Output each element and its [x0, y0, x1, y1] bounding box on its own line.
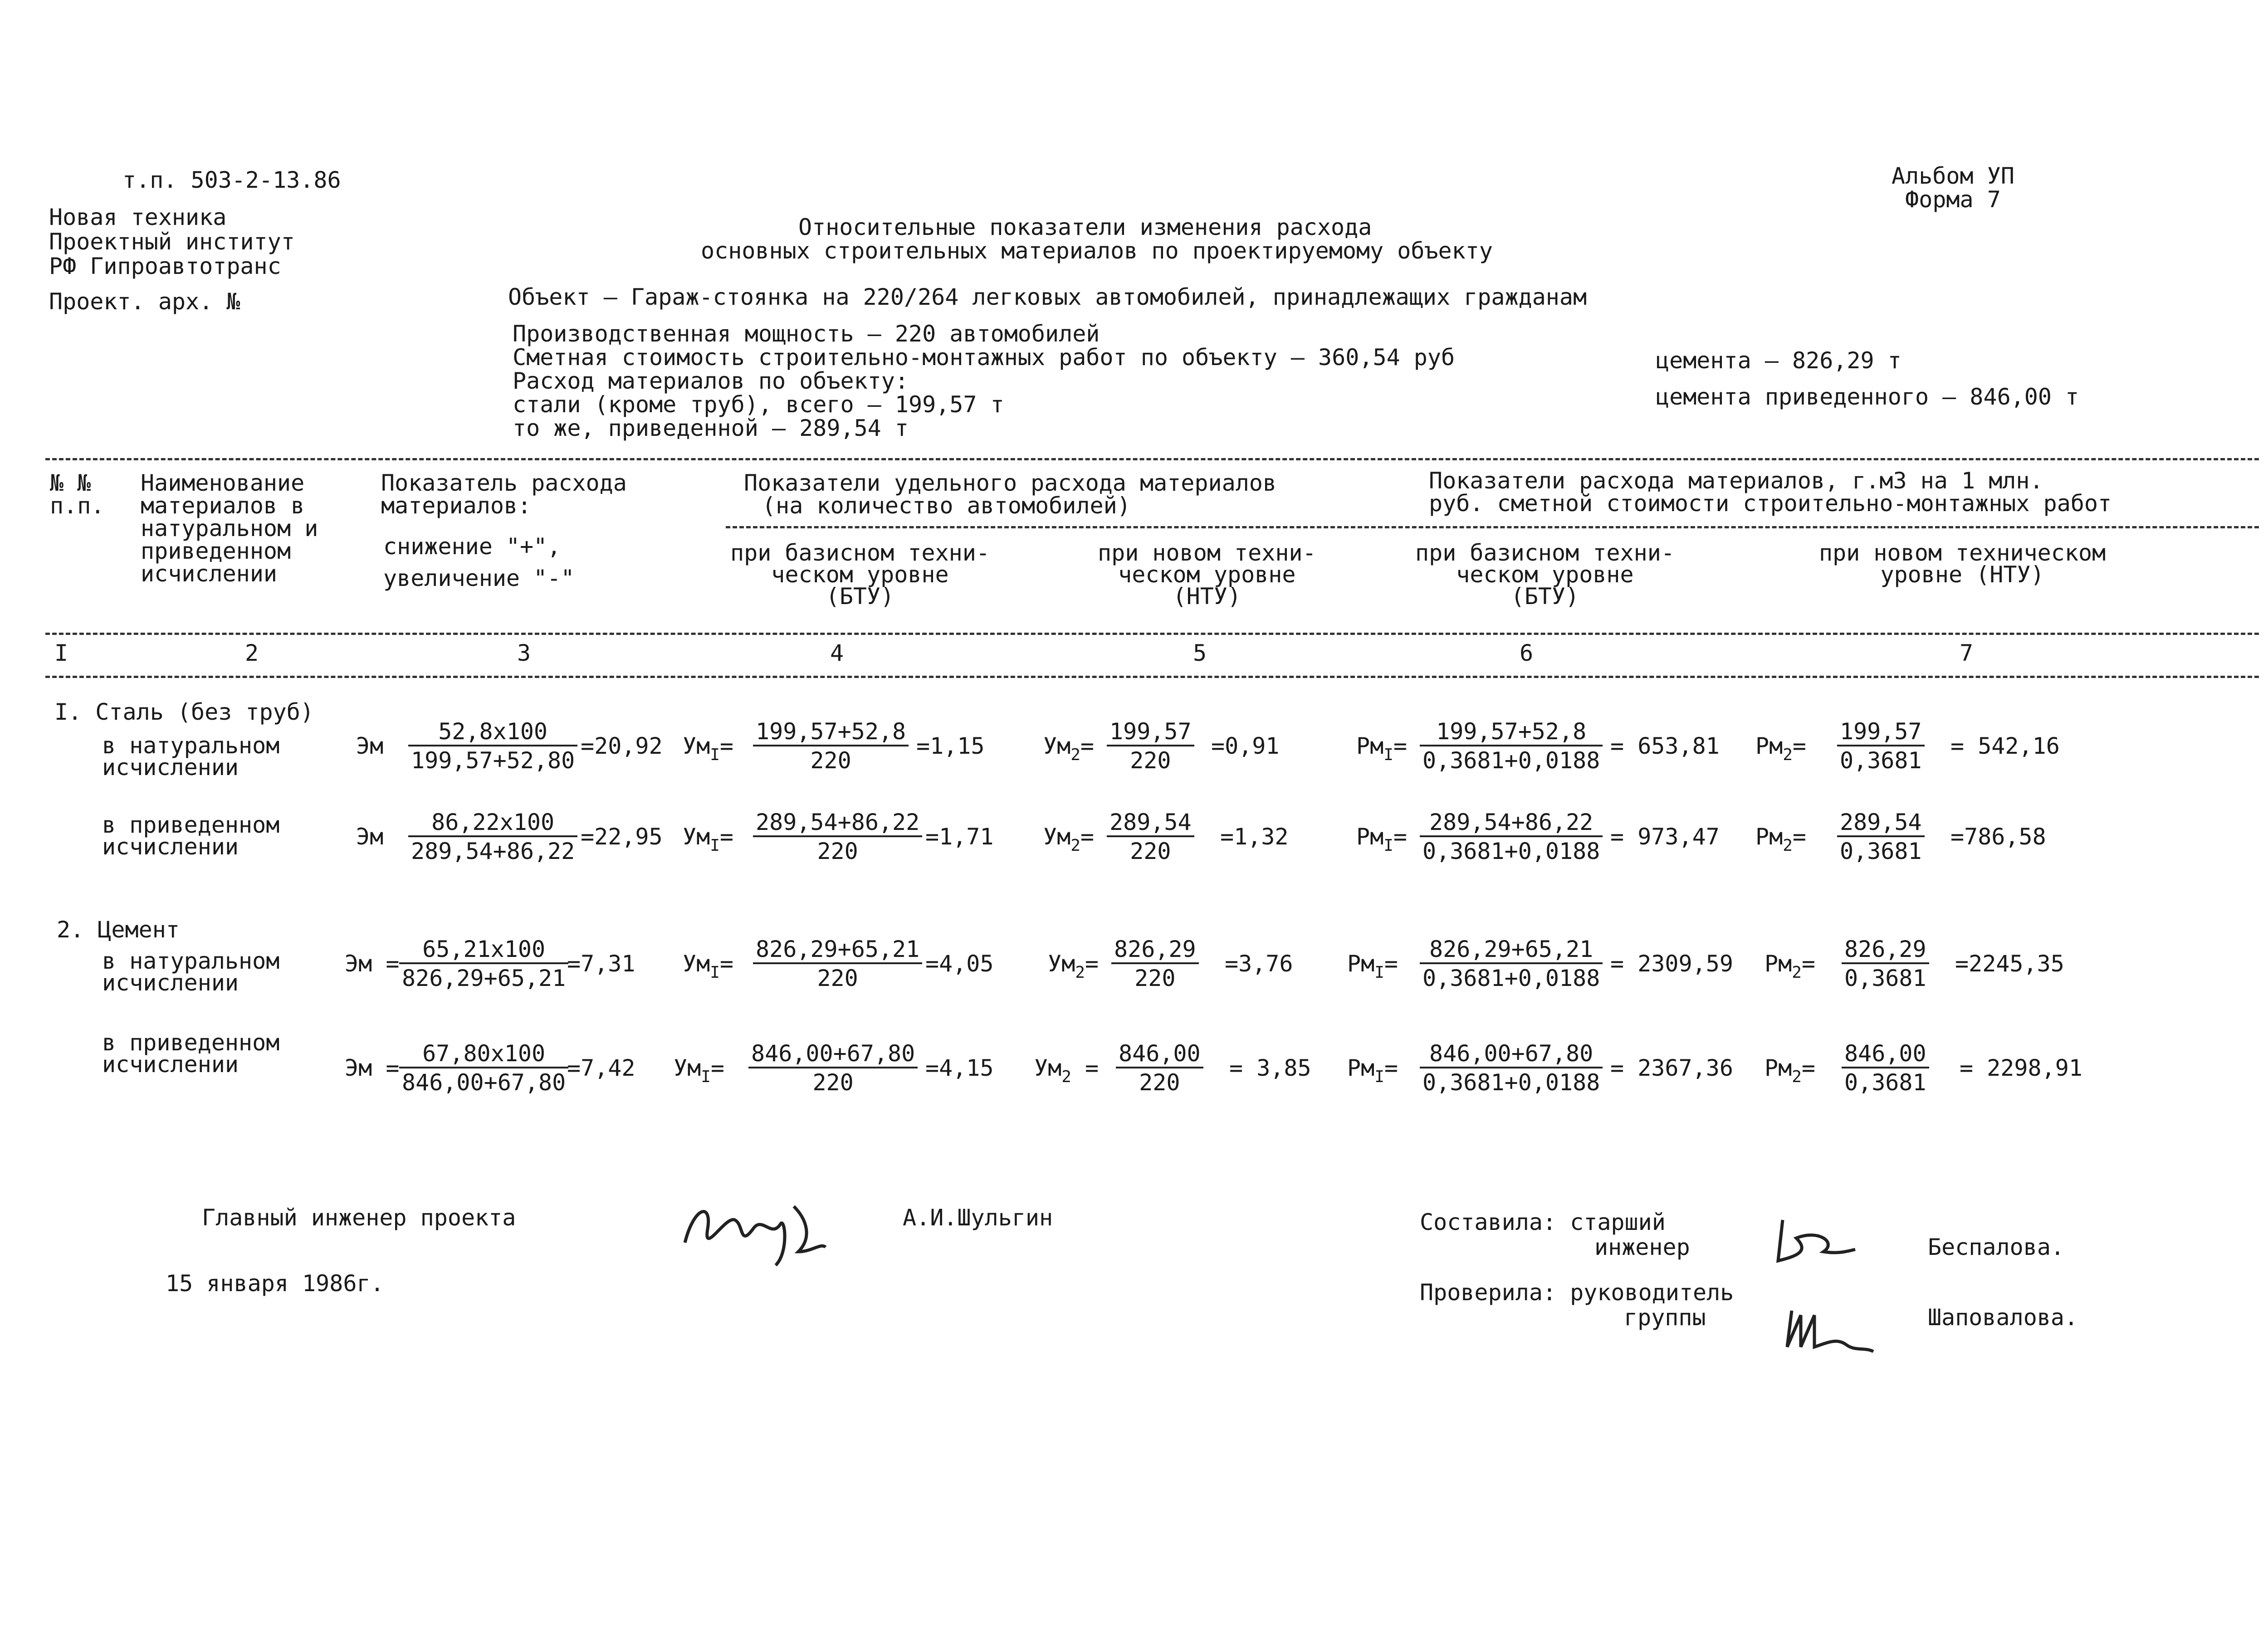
- col-number: 7: [1960, 640, 1974, 666]
- col-number: 3: [517, 640, 531, 666]
- numerator: 52,8х100: [408, 720, 577, 746]
- col-number: 6: [1520, 640, 1534, 666]
- header-text: (на количество автомобилей): [762, 493, 1131, 519]
- denominator: 0,3681: [1840, 838, 1922, 864]
- denominator: 0,3681: [1844, 965, 1926, 991]
- col-number: 2: [245, 640, 259, 666]
- rm1-label: $Рм_I=$: [1356, 733, 1408, 764]
- col-number: 4: [830, 640, 844, 666]
- denominator: 826,29+65,21: [402, 965, 566, 991]
- symbol: Ум: [683, 733, 710, 759]
- row-label-line: исчислении: [102, 1051, 239, 1078]
- denominator: 0,3681+0,0188: [1422, 1069, 1600, 1096]
- denominator: 846,00+67,80: [402, 1069, 566, 1096]
- symbol: Эм: [345, 1055, 372, 1081]
- header-group2: [1429, 469, 2112, 515]
- header-text: уровне (НТУ): [1880, 561, 2044, 588]
- um1-fraction: [753, 811, 922, 863]
- denominator: 0,3681+0,0188: [1422, 747, 1600, 774]
- um2-fraction: [1107, 720, 1194, 772]
- em-fraction: [399, 938, 568, 990]
- col-number: I: [54, 640, 68, 666]
- rm2-result: =2245,35: [1955, 951, 2064, 977]
- um2-label: $Ум_2=$: [1048, 951, 1099, 982]
- symbol: Рм: [1765, 1055, 1792, 1081]
- chief-signature-image: [676, 1188, 830, 1270]
- rm2-label: $Рм_2=$: [1755, 824, 1807, 855]
- numerator: 826,29+65,21: [753, 938, 922, 964]
- um1-result: =1,71: [925, 824, 994, 850]
- symbol: Эм: [345, 951, 372, 977]
- doc-title-line2: основных строительных материалов по проектируемому объекту: [701, 238, 1493, 264]
- um2-label: $Ум_2=$: [1043, 733, 1095, 764]
- row-label-line: в натуральном: [102, 948, 280, 974]
- subscript: I: [710, 746, 720, 764]
- symbol: Ум: [1043, 733, 1071, 759]
- em-fraction: [408, 811, 577, 863]
- um1-label: $Ум_I=$: [674, 1055, 725, 1086]
- denominator: 220: [810, 747, 851, 774]
- header-text: п.п.: [50, 493, 105, 519]
- checked-label: Проверила: руководитель: [1420, 1279, 1734, 1306]
- header-col2: [141, 472, 318, 585]
- compiled-label: Составила: старший: [1420, 1209, 1666, 1235]
- em-fraction: [408, 720, 577, 772]
- row-label: [102, 1029, 280, 1078]
- header-text: при новом техническом: [1819, 540, 2106, 566]
- subscript: 2: [1070, 746, 1080, 764]
- row-label-line: в приведенном: [102, 1029, 280, 1056]
- header-text: № №: [50, 470, 91, 496]
- denominator: 220: [1134, 965, 1176, 991]
- rm1-fraction: [1420, 720, 1603, 772]
- checker-signature-image: [1778, 1302, 1878, 1361]
- rm1-fraction: [1420, 1042, 1603, 1094]
- rm2-result: = 2298,91: [1960, 1055, 2082, 1081]
- section-title-cement: 2. Цемент: [57, 917, 180, 943]
- symbol: Ум: [683, 824, 710, 850]
- subscript: 2: [1792, 963, 1802, 982]
- rm1-fraction: [1420, 811, 1603, 863]
- em-result: =22,95: [581, 824, 663, 850]
- steel-reduced: то же, приведенной – 289,54 т: [513, 415, 909, 441]
- symbol: Рм: [1755, 733, 1783, 759]
- numerator: 86,22х100: [408, 811, 577, 837]
- header-text: ческом уровне: [1456, 561, 1634, 588]
- header-text: (БТУ): [1510, 583, 1579, 610]
- estimated-cost: Сметная стоимость строительно-монтажных работ по объекту – 360,54 руб: [513, 344, 1455, 371]
- denominator: 199,57+52,80: [411, 747, 575, 774]
- header-text: (НТУ): [1173, 583, 1242, 610]
- numerator: 846,00+67,80: [748, 1042, 918, 1068]
- archive-number: Проект. арх. №: [49, 288, 240, 315]
- org-line: Проектный институт: [49, 229, 295, 255]
- numerator: 289,54: [1107, 811, 1194, 837]
- document-date: 15 января 1986г.: [166, 1270, 384, 1297]
- numerator: 199,57+52,8: [1420, 720, 1603, 746]
- album-form-block: [1892, 164, 2014, 211]
- organization-block: [49, 205, 295, 278]
- header-col3: [381, 472, 627, 517]
- rm2-label: $Рм_2=$: [1765, 951, 1816, 982]
- numerator: 846,00+67,80: [1420, 1042, 1603, 1068]
- row-label-line: в приведенном: [102, 812, 280, 838]
- um2-fraction: [1116, 1042, 1203, 1094]
- denominator: 0,3681+0,0188: [1422, 838, 1600, 864]
- rm2-result: =786,58: [1950, 824, 2046, 850]
- em-fraction: [399, 1042, 568, 1094]
- um1-label: $Ум_I=$: [683, 824, 734, 855]
- em-label: Эм =: [345, 1055, 400, 1081]
- compiled-role: инженер: [1594, 1234, 1690, 1260]
- steel-total: стали (кроме труб), всего – 199,57 т: [513, 391, 1004, 418]
- header-text: (БТУ): [826, 583, 894, 610]
- header-col4: [730, 540, 990, 610]
- header-text: снижение "+",: [383, 533, 561, 560]
- rm2-result: = 542,16: [1950, 733, 2060, 759]
- numbers-bottom-rule: [45, 676, 2259, 678]
- rm1-result: = 653,81: [1610, 733, 1720, 759]
- em-result: =7,31: [567, 951, 635, 977]
- em-label: Эм: [356, 824, 384, 850]
- symbol: Ум: [1034, 1055, 1062, 1081]
- symbol: Рм: [1356, 824, 1384, 850]
- um1-result: =4,05: [925, 951, 994, 977]
- subscript: 2: [1061, 1068, 1071, 1086]
- header-text: ческом уровне: [1118, 561, 1296, 588]
- project-code: т.п. 503-2-13.86: [122, 167, 341, 193]
- header-text: исчислении: [141, 561, 278, 587]
- denominator: 289,54+86,22: [411, 838, 575, 864]
- subscript: I: [710, 836, 720, 855]
- subscript: I: [1374, 1068, 1384, 1086]
- cement-reduced: цемента приведенного – 846,00 т: [1656, 384, 2079, 410]
- capacity: Производственная мощность – 220 автомобилей: [513, 321, 1100, 347]
- rm1-result: = 2367,36: [1610, 1055, 1733, 1081]
- symbol: Рм: [1347, 1055, 1375, 1081]
- symbol: Ум: [683, 951, 710, 977]
- row-label: [102, 814, 279, 858]
- rm2-label: $Рм_2=$: [1755, 733, 1807, 764]
- denominator: 220: [812, 1069, 854, 1096]
- um2-fraction: [1107, 811, 1194, 863]
- header-bottom-rule: [45, 633, 2259, 635]
- denominator: 0,3681: [1840, 747, 1922, 774]
- consumption-title: Расход материалов по объекту:: [513, 368, 909, 394]
- col-number: 5: [1193, 640, 1207, 666]
- um2-label: $Ум_2=$: [1043, 824, 1095, 855]
- header-col7: [1819, 540, 2106, 588]
- denominator: 220: [1130, 747, 1171, 774]
- em-result: =20,92: [581, 733, 663, 759]
- subscript: 2: [1792, 1068, 1802, 1086]
- cement-total: цемента – 826,29 т: [1656, 347, 1901, 374]
- rm1-fraction: [1420, 938, 1603, 990]
- header-text: увеличение "-": [383, 565, 575, 591]
- header-text: Показатели удельного расхода материалов: [744, 470, 1276, 496]
- rm2-fraction: [1837, 811, 1925, 863]
- header-group-rule: [726, 526, 2259, 528]
- um2-result: =0,91: [1211, 733, 1280, 759]
- um1-result: =1,15: [916, 733, 985, 759]
- row-label-line: исчислении: [102, 970, 239, 996]
- numerator: 199,57: [1837, 720, 1925, 746]
- header-text: при базисном техни-: [730, 540, 990, 566]
- numerator: 199,57: [1107, 720, 1194, 746]
- table-top-rule: [45, 458, 2259, 460]
- denominator: 0,3681+0,0188: [1422, 965, 1600, 991]
- numerator: 289,54+86,22: [1420, 811, 1603, 837]
- subscript: I: [1374, 963, 1384, 982]
- checked-role: группы: [1624, 1304, 1706, 1331]
- numerator: 67,80х100: [399, 1042, 568, 1068]
- header-text: Показатель расхода: [381, 470, 627, 496]
- numerator: 826,29: [1111, 938, 1199, 964]
- chief-engineer-name: А.И.Шульгин: [903, 1205, 1053, 1231]
- row-label: [102, 950, 279, 994]
- header-col6: [1415, 540, 1675, 610]
- denominator: 220: [817, 965, 858, 991]
- header-text: Наименование: [141, 470, 305, 496]
- em-label: Эм =: [345, 951, 400, 977]
- rm2-label: $Рм_2=$: [1765, 1055, 1816, 1086]
- row-label-line: исчислении: [102, 754, 239, 780]
- row-label: [102, 732, 280, 780]
- header-text: приведенном: [141, 538, 291, 564]
- header-group1: [744, 472, 1276, 517]
- numerator: 289,54+86,22: [753, 811, 922, 837]
- numerator: 826,29: [1842, 938, 1929, 964]
- section-title-steel: I. Сталь (без труб): [54, 699, 314, 725]
- row-label-line: в натуральном: [102, 732, 280, 759]
- denominator: 220: [817, 838, 858, 864]
- object-name: Объект – Гараж-стоянка на 220/264 легковых автомобилей, принадлежащих гражданам: [508, 284, 1587, 310]
- org-line: Новая техника: [49, 204, 227, 230]
- um1-fraction: [748, 1042, 918, 1094]
- numerator: 65,21х100: [399, 938, 568, 964]
- denominator: 0,3681: [1844, 1069, 1926, 1096]
- chief-engineer-title: Главный инженер проекта: [202, 1205, 516, 1231]
- header-text: руб. сметной стоимости строительно-монтажных работ: [1429, 490, 2112, 517]
- um1-label: $Ум_I=$: [683, 951, 734, 982]
- rm1-label: $Рм_I=$: [1347, 1055, 1398, 1086]
- rm1-label: $Рм_I=$: [1347, 951, 1398, 982]
- symbol: Ум: [674, 1055, 701, 1081]
- um1-fraction: [753, 720, 909, 772]
- symbol: Рм: [1765, 951, 1792, 977]
- object-info-block: [513, 322, 1455, 440]
- row-label-line: исчислении: [102, 834, 239, 860]
- numerator: 846,00: [1842, 1042, 1929, 1068]
- subscript: 2: [1070, 836, 1080, 855]
- um1-label: $Ум_I=$: [683, 733, 734, 764]
- symbol: Рм: [1356, 733, 1384, 759]
- denominator: 220: [1139, 1069, 1180, 1096]
- symbol: Рм: [1755, 824, 1783, 850]
- header-text: Показатели расхода материалов, г.м3 на 1 млн.: [1429, 468, 2043, 494]
- subscript: I: [1383, 836, 1393, 855]
- denominator: 220: [1130, 838, 1171, 864]
- numerator: 846,00: [1116, 1042, 1203, 1068]
- header-text: ческом уровне: [771, 561, 949, 588]
- org-line: РФ Гипроавтотранс: [49, 253, 281, 279]
- header-col3-sub: [383, 531, 574, 594]
- numerator: 826,29+65,21: [1420, 938, 1603, 964]
- em-label: Эм: [356, 733, 384, 759]
- symbol: Ум: [1048, 951, 1075, 977]
- rm1-result: = 973,47: [1610, 824, 1720, 850]
- em-result: =7,42: [567, 1055, 635, 1081]
- subscript: 2: [1075, 963, 1085, 982]
- rm1-label: $Рм_I=$: [1356, 824, 1408, 855]
- doc-title-line1: Относительные показатели изменения расхода: [798, 214, 1372, 240]
- rm1-result: = 2309,59: [1610, 951, 1733, 977]
- rm2-fraction: [1842, 1042, 1929, 1094]
- header-col5: [1098, 540, 1316, 610]
- subscript: I: [710, 963, 720, 982]
- um2-result: = 3,85: [1229, 1055, 1311, 1081]
- numerator: 289,54: [1837, 811, 1925, 837]
- um2-label: $Ум_2$ =: [1034, 1055, 1099, 1086]
- header-col1: [50, 472, 104, 517]
- numerator: 199,57+52,8: [753, 720, 909, 746]
- compiler-name: Беспалова.: [1928, 1234, 2065, 1260]
- um2-result: =3,76: [1225, 951, 1293, 977]
- subscript: I: [701, 1068, 711, 1086]
- header-text: материалов в: [141, 493, 305, 519]
- symbol: Рм: [1347, 951, 1375, 977]
- um2-fraction: [1111, 938, 1199, 990]
- rm2-fraction: [1842, 938, 1929, 990]
- um1-result: =4,15: [925, 1055, 994, 1081]
- header-text: при базисном техни-: [1415, 540, 1675, 566]
- subscript: 2: [1783, 836, 1793, 855]
- compiler-signature-image: [1769, 1211, 1860, 1270]
- um2-result: =1,32: [1220, 824, 1289, 850]
- um1-fraction: [753, 938, 922, 990]
- header-text: натуральном и: [141, 515, 318, 541]
- header-text: материалов:: [381, 493, 532, 519]
- rm2-fraction: [1837, 720, 1925, 772]
- form-label: Форма 7: [1905, 186, 2001, 213]
- subscript: I: [1383, 746, 1393, 764]
- album-label: Альбом УП: [1892, 163, 2014, 189]
- subscript: 2: [1783, 746, 1793, 764]
- header-text: при новом техни-: [1098, 540, 1316, 566]
- checker-name: Шаповалова.: [1928, 1304, 2078, 1331]
- symbol: Ум: [1043, 824, 1071, 850]
